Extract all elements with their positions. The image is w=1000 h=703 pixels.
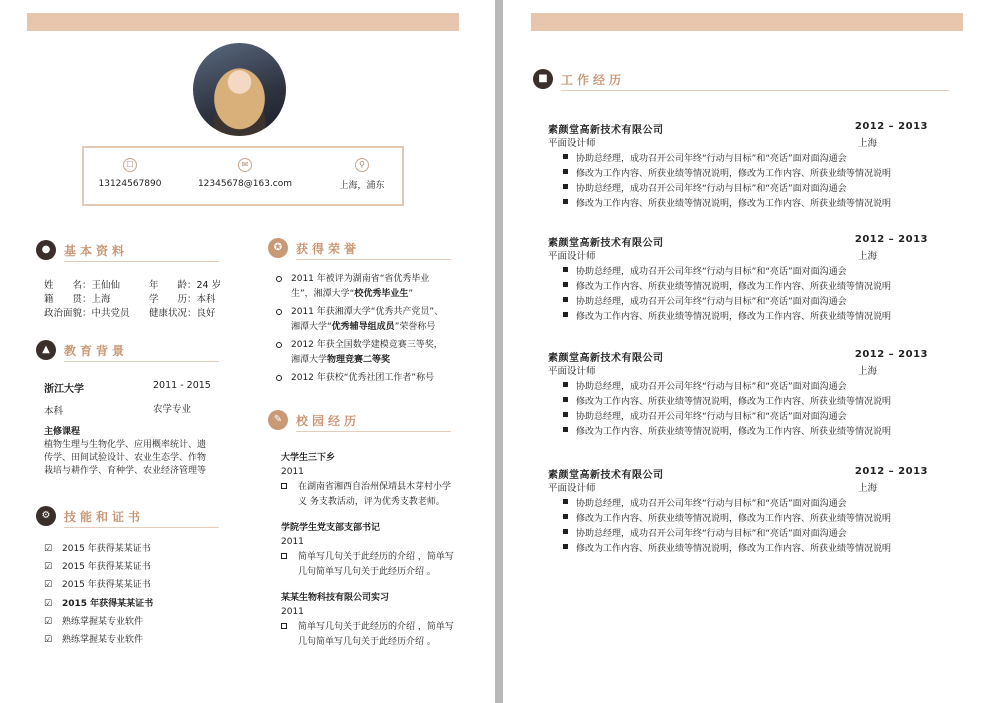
- person-icon: ●: [36, 240, 56, 260]
- campus-desc-text: 在湖南省湘西自治州保靖县木芽村小学义 务支教活动，评为优秀支教老师。: [298, 482, 452, 507]
- skill-text: 熟练掌握某专业软件: [62, 634, 144, 645]
- avatar: [193, 43, 286, 136]
- work-entry: [548, 349, 928, 439]
- skill-text: 2015 年获得某某证书: [62, 598, 154, 609]
- section-title: 技能和证书: [64, 510, 145, 524]
- work-item: 修改为工作内容、所获业绩等情况说明，修改为工作内容、所获业绩等情况说明: [548, 394, 928, 409]
- work-item: 修改为工作内容、所获业绩等情况说明，修改为工作内容、所获业绩等情况说明: [548, 279, 928, 294]
- work-item: 协助总经理，成功召开公司年终“行动与目标”和“亮话”面对面沟通会: [548, 409, 928, 424]
- work-item: 协助总经理，成功召开公司年终“行动与目标”和“亮话”面对面沟通会: [548, 526, 928, 541]
- campus-year: 2011: [281, 467, 304, 477]
- campus-item: [281, 452, 456, 510]
- company-name: 素颜堂高新技术有限公司: [548, 353, 664, 364]
- work-years: 2012 – 2013: [854, 121, 928, 132]
- work-items: [548, 264, 928, 324]
- work-items: [548, 379, 928, 439]
- skill-item: [44, 577, 153, 595]
- skill-item: [44, 559, 153, 577]
- degree: 本科: [44, 406, 64, 417]
- checkbox-icon: ☑: [44, 598, 53, 609]
- top-accent-bar: [531, 13, 963, 31]
- work-item: 修改为工作内容、所获业绩等情况说明，修改为工作内容、所获业绩等情况说明: [548, 541, 928, 556]
- honor-text: 2012 年获校“优秀社团工作者”称号: [291, 373, 435, 383]
- honor-text: 2011 年被评为湖南省“省优秀毕业生”，湘潭大学“: [291, 274, 430, 299]
- skill-item: [44, 541, 153, 559]
- work-subheader: [548, 480, 928, 496]
- award-icon: ✪: [268, 238, 288, 258]
- work-header: [548, 234, 928, 248]
- page-divider: [495, 0, 503, 703]
- education-years: 2011 - 2015: [153, 380, 211, 391]
- section-underline: [64, 361, 219, 362]
- gear-icon: ⚙: [36, 506, 56, 526]
- bullet-circle-icon: [276, 309, 282, 315]
- work-header: [548, 349, 928, 363]
- skill-item: [44, 614, 153, 632]
- contact-phone: [80, 158, 180, 189]
- company-name: 素颜堂高新技术有限公司: [548, 470, 664, 481]
- section-underline: [561, 90, 949, 91]
- work-subheader: [548, 135, 928, 151]
- section-underline: [296, 259, 451, 260]
- phone-icon: ☐: [123, 158, 137, 172]
- school-name: 浙江大学: [44, 384, 84, 395]
- honor-text: 2012 年获全国数学建模竞赛三等奖，湘潭大学: [291, 340, 443, 365]
- info-row: [44, 291, 244, 305]
- location-pin-icon: ⚲: [355, 158, 369, 172]
- skill-text: 2015 年获得某某证书: [62, 580, 151, 591]
- campus-desc: [281, 480, 456, 510]
- work-item: 协助总经理，成功召开公司年终“行动与目标”和“亮话”面对面沟通会: [548, 294, 928, 309]
- checkbox-icon: ☑: [44, 634, 53, 645]
- honor-text-end: ”: [408, 289, 414, 299]
- bullet-circle-icon: [276, 375, 282, 381]
- campus-year: 2011: [281, 607, 304, 617]
- campus-item: [281, 592, 456, 650]
- work-city: 上海: [858, 251, 878, 262]
- courses: [44, 426, 209, 484]
- contact-location: [312, 158, 412, 191]
- email-text: 12345678@163.com: [197, 179, 293, 189]
- work-city: 上海: [858, 138, 878, 149]
- section-title: 校园经历: [296, 414, 361, 428]
- location-text: 上海，浦东: [339, 181, 385, 191]
- phone-text: 13124567890: [98, 179, 162, 189]
- contact-box: [82, 146, 404, 206]
- skill-text: 2015 年获得某某证书: [62, 544, 151, 554]
- campus-icon: ✎: [268, 410, 288, 430]
- work-item: 修改为工作内容、所获业绩等情况说明，修改为工作内容、所获业绩等情况说明: [548, 511, 928, 526]
- section-underline: [64, 261, 219, 262]
- honor-highlight: 物理竞赛二等奖: [327, 355, 391, 365]
- campus-item: [281, 522, 456, 580]
- info-cell: 籍 贯：上海: [44, 294, 111, 305]
- campus-year: 2011: [281, 537, 304, 547]
- work-years: 2012 – 2013: [854, 349, 928, 360]
- briefcase-icon: ■: [533, 69, 553, 89]
- section-underline: [296, 431, 451, 432]
- section-basic: [36, 240, 226, 262]
- section-campus: [268, 410, 458, 432]
- work-entry: [548, 234, 928, 324]
- section-honors: [268, 238, 458, 260]
- work-header: [548, 466, 928, 480]
- work-entry: [548, 121, 928, 211]
- company-name: 素颜堂高新技术有限公司: [548, 125, 664, 136]
- job-title: 平面设计师: [548, 483, 596, 494]
- work-item: 协助总经理，成功召开公司年终“行动与目标”和“亮话”面对面沟通会: [548, 151, 928, 166]
- work-item: 修改为工作内容、所获业绩等情况说明，修改为工作内容、所获业绩等情况说明: [548, 424, 928, 439]
- info-row: [44, 277, 244, 291]
- campus-title: 某某生物科技有限公司实习: [281, 593, 390, 603]
- work-city: 上海: [858, 483, 878, 494]
- work-entry: [548, 466, 928, 556]
- job-title: 平面设计师: [548, 251, 596, 262]
- education-major: 农学专业: [153, 404, 192, 415]
- work-item: 协助总经理，成功召开公司年终“行动与目标”和“亮话”面对面沟通会: [548, 181, 928, 196]
- honor-item: [274, 272, 449, 302]
- skills-list: [44, 541, 153, 650]
- info-row: [44, 305, 244, 319]
- work-item: 修改为工作内容、所获业绩等情况说明，修改为工作内容、所获业绩等情况说明: [548, 166, 928, 181]
- bullet-square-icon: [281, 623, 287, 629]
- job-title: 平面设计师: [548, 366, 596, 377]
- job-title: 平面设计师: [548, 138, 596, 149]
- honor-item: [274, 305, 449, 335]
- resume-page-right: [503, 0, 1000, 703]
- contact-email: [195, 158, 295, 189]
- section-work: [533, 69, 953, 91]
- work-item: 协助总经理，成功召开公司年终“行动与目标”和“亮话”面对面沟通会: [548, 379, 928, 394]
- work-item: 协助总经理，成功召开公司年终“行动与目标”和“亮话”面对面沟通会: [548, 264, 928, 279]
- honor-highlight: 校优秀毕业生: [354, 289, 409, 299]
- work-items: [548, 496, 928, 556]
- work-subheader: [548, 363, 928, 379]
- resume-page-left: [0, 0, 495, 703]
- section-title: 获得荣誉: [296, 242, 361, 256]
- work-city: 上海: [858, 366, 878, 377]
- work-header: [548, 121, 928, 135]
- work-item: 修改为工作内容、所获业绩等情况说明，修改为工作内容、所获业绩等情况说明: [548, 196, 928, 211]
- honor-highlight: 优秀辅导组成员: [331, 322, 395, 332]
- campus-title: 大学生三下乡: [281, 453, 336, 463]
- courses-text: 植物生理与生物化学、应用概率统计、遗传学、田间试验设计、农业生态学、作物栽培与耕作学、育种学、农业经济管理等: [44, 440, 207, 476]
- info-cell: 年 龄：24 岁: [149, 280, 222, 291]
- checkbox-icon: ☑: [44, 616, 53, 627]
- honor-text-end: ”荣誉称号: [394, 322, 436, 332]
- section-title: 基本资料: [64, 244, 129, 258]
- campus-desc-text: 简单写几句关于此经历的介绍 ，简单写几句简单写几句关于此经历介绍 。: [298, 552, 454, 577]
- skill-text: 2015 年获得某某证书: [62, 562, 151, 573]
- work-subheader: [548, 248, 928, 264]
- skill-text: 熟练掌握某专业软件: [62, 616, 144, 627]
- section-underline: [64, 527, 219, 528]
- graduation-cap-icon: ▲: [36, 340, 56, 360]
- info-cell: 健康状况：良好: [149, 308, 216, 319]
- bullet-circle-icon: [276, 342, 282, 348]
- work-item: 修改为工作内容、所获业绩等情况说明，修改为工作内容、所获业绩等情况说明: [548, 309, 928, 324]
- top-accent-bar: [27, 13, 459, 31]
- section-title: 工作经历: [561, 73, 626, 87]
- skill-item: [44, 596, 153, 614]
- bullet-square-icon: [281, 553, 287, 559]
- section-education: [36, 340, 226, 362]
- campus-list: [281, 452, 456, 662]
- work-items: [548, 151, 928, 211]
- info-cell: 姓 名：王仙仙: [44, 280, 121, 291]
- campus-desc: [281, 550, 456, 580]
- campus-desc: [281, 620, 456, 650]
- basic-info: [44, 277, 244, 319]
- company-name: 素颜堂高新技术有限公司: [548, 238, 664, 249]
- mail-icon: ✉: [238, 158, 252, 172]
- work-years: 2012 – 2013: [854, 234, 928, 245]
- info-cell: 学 历：本科: [149, 294, 216, 305]
- campus-title: 学院学生党支部支部书记: [281, 523, 381, 533]
- checkbox-icon: ☑: [44, 562, 53, 573]
- honor-text: 2011 年获湘潭大学“优秀共产党员”、湘潭大学“: [291, 307, 444, 332]
- courses-title: 主修课程: [44, 427, 81, 437]
- work-years: 2012 – 2013: [854, 466, 928, 477]
- section-title: 教育背景: [64, 344, 129, 358]
- bullet-circle-icon: [276, 276, 282, 282]
- info-cell: 政治面貌：中共党员: [44, 308, 130, 319]
- checkbox-icon: ☑: [44, 580, 53, 591]
- skill-item: [44, 632, 153, 650]
- honors-list: [274, 272, 449, 389]
- honor-item: [274, 338, 449, 368]
- campus-desc-text: 简单写几句关于此经历的介绍 ，简单写几句简单写几句关于此经历介绍 。: [298, 622, 454, 647]
- checkbox-icon: ☑: [44, 544, 53, 554]
- section-skills: [36, 506, 226, 528]
- honor-item: [274, 371, 449, 386]
- work-item: 协助总经理，成功召开公司年终“行动与目标”和“亮话”面对面沟通会: [548, 496, 928, 511]
- bullet-square-icon: [281, 483, 287, 489]
